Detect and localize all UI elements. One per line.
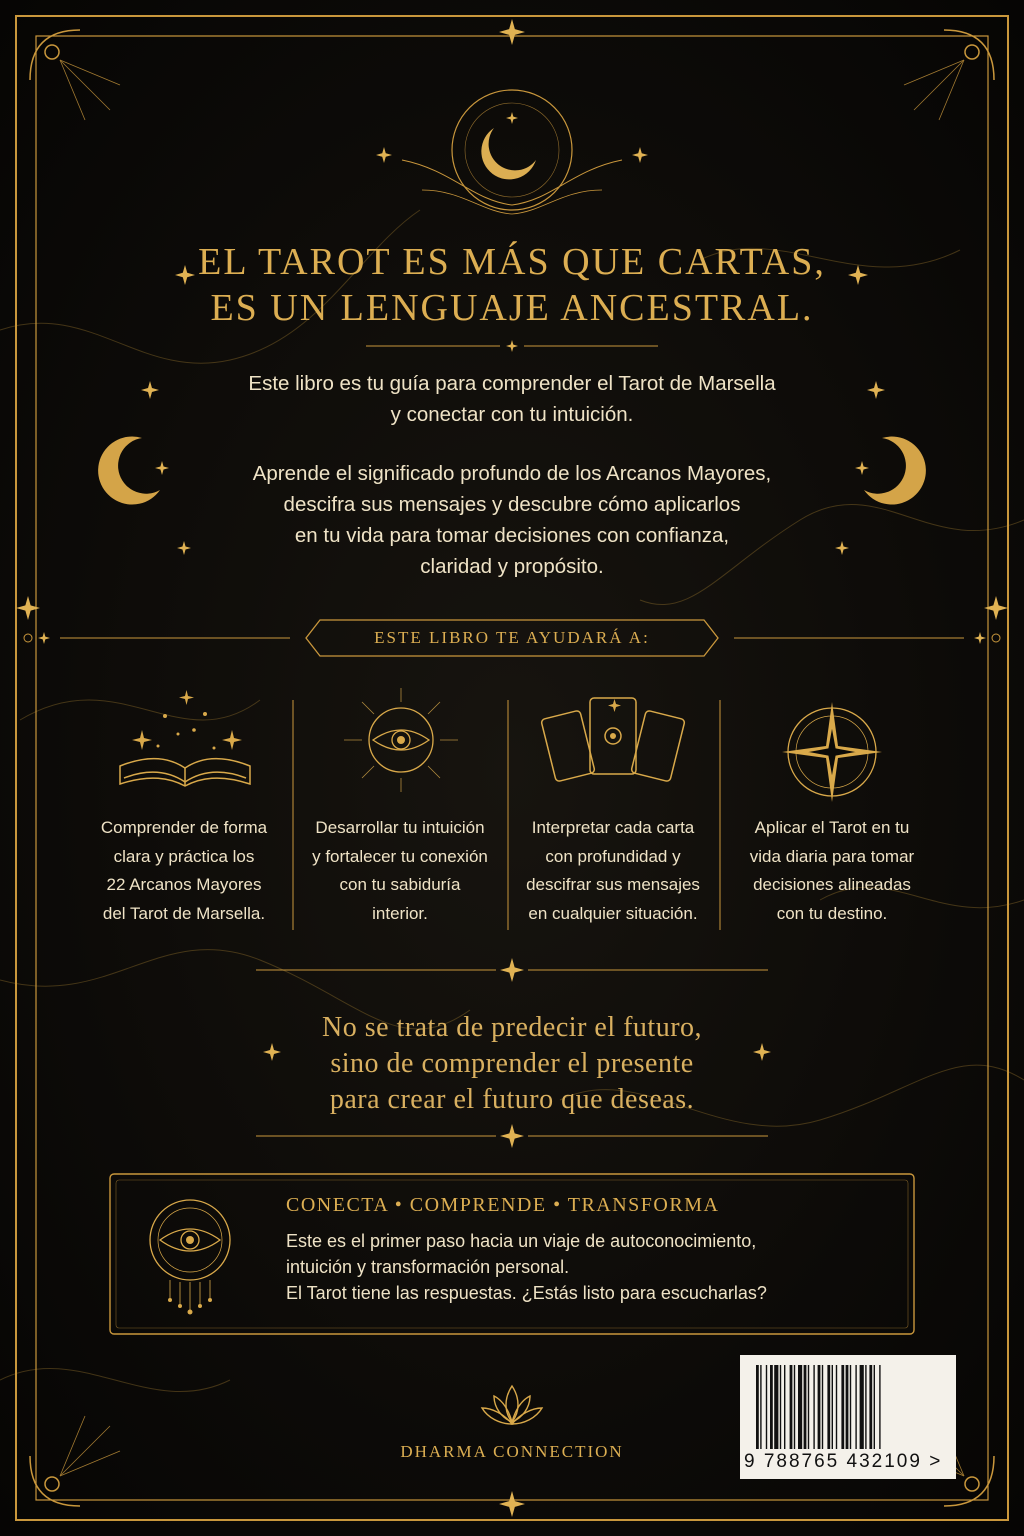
intro-text-2: [0, 458, 1024, 582]
benefit-4-line-1: Aplicar el Tarot en tu: [754, 818, 910, 837]
box-title: CONECTA • COMPRENDE • TRANSFORMA: [286, 1194, 720, 1216]
benefit-3-line-2: con profundidad y: [545, 846, 681, 866]
benefit-4-line-4: con tu destino.: [776, 903, 888, 923]
barcode-bar: [794, 1365, 795, 1449]
section-banner-label: ESTE LIBRO TE AYUDARÁ A:: [374, 628, 650, 647]
barcode-bar: [860, 1365, 864, 1449]
barcode-bar: [813, 1365, 814, 1449]
open-book-stars-icon: [110, 686, 260, 796]
barcode-bar: [869, 1365, 872, 1449]
headline-line-2: ES UN LENGUAJE ANCESTRAL.: [210, 287, 814, 329]
benefit-3-line-1: Interpretar cada carta: [531, 818, 695, 837]
barcode-bar: [874, 1365, 875, 1449]
barcode-bar: [770, 1365, 773, 1449]
benefit-item-4: [732, 814, 932, 928]
intro-p2-line-3: en tu vida para tomar decisiones con confianza,: [294, 524, 730, 547]
barcode-bar: [836, 1365, 837, 1449]
quote-line-3: para crear el futuro que deseas.: [329, 1084, 695, 1115]
barcode-bar: [846, 1365, 849, 1449]
box-text: [286, 1228, 886, 1306]
barcode-bar: [766, 1365, 767, 1449]
barcode-bar: [841, 1365, 844, 1449]
barcode-bar: [790, 1365, 793, 1449]
barcode-bar: [784, 1365, 785, 1449]
benefit-1-line-3: 22 Arcanos Mayores: [106, 875, 262, 894]
box-line-3: El Tarot tiene las respuestas. ¿Estás listo para escucharlas?: [286, 1283, 767, 1303]
all-seeing-eye-icon: [338, 684, 464, 796]
benefit-3-line-3: descifrar sus mensajes: [526, 875, 700, 894]
headline-line-1: EL TAROT ES MÁS QUE CARTAS,: [198, 241, 826, 283]
intro-p2-line-4: claridad y propósito.: [420, 555, 604, 578]
benefit-2-line-2: y fortalecer tu conexión: [312, 846, 488, 866]
benefit-2-line-3: con tu sabiduría: [339, 875, 461, 894]
barcode-bar: [804, 1365, 807, 1449]
barcode-bar: [808, 1365, 809, 1449]
barcode-bar: [774, 1365, 778, 1449]
benefit-1-line-4: del Tarot de Marsella.: [102, 903, 266, 923]
quote-line-2: sino de comprender el presente: [330, 1048, 694, 1079]
box-line-2: intuición y transformación personal.: [286, 1257, 570, 1277]
quote: [0, 1010, 1024, 1118]
barcode-bar: [798, 1365, 802, 1449]
box-line-1: Este es el primer paso hacia un viaje de autoconocimiento,: [286, 1231, 757, 1251]
benefit-item-3: [513, 814, 713, 928]
barcode: [740, 1355, 956, 1479]
barcode-bar: [756, 1365, 759, 1449]
benefit-3-line-4: en cualquier situación.: [528, 903, 698, 923]
barcode-bar: [827, 1365, 830, 1449]
benefit-1-line-1: Comprender de forma: [100, 818, 268, 837]
intro-p1-line-1: Este libro es tu guía para comprender el Tarot de Marsella: [248, 372, 776, 395]
benefit-4-line-2: vida diaria para tomar: [749, 846, 915, 866]
intro-p1-line-2: y conectar con tu intuición.: [390, 403, 634, 426]
intro-text: [0, 368, 1024, 430]
intro-p2-line-1: Aprende el significado profundo de los Arcanos Mayores,: [252, 462, 772, 485]
lotus-icon: [478, 1380, 546, 1430]
benefit-2-line-4: interior.: [372, 903, 428, 923]
benefit-item-2: [300, 814, 500, 928]
barcode-bar: [780, 1365, 781, 1449]
barcode-bar: [818, 1365, 821, 1449]
benefit-2-line-1: Desarrollar tu intuición: [315, 818, 485, 837]
barcode-bar: [760, 1365, 761, 1449]
compass-star-icon: [776, 696, 888, 808]
barcode-bar: [850, 1365, 851, 1449]
barcode-bar: [855, 1365, 856, 1449]
intro-p2-line-2: descifra sus mensajes y descubre cómo aplicarlos: [283, 493, 741, 516]
barcode-bar: [879, 1365, 880, 1449]
quote-line-1: No se trata de predecir el futuro,: [321, 1012, 703, 1043]
tarot-cards-icon: [538, 690, 688, 794]
barcode-digits: 9 788765 432109 >: [744, 1451, 943, 1472]
barcode-bar: [822, 1365, 823, 1449]
benefit-1-line-2: clara y práctica los: [113, 846, 255, 866]
barcode-bar: [865, 1365, 866, 1449]
barcode-bar: [832, 1365, 833, 1449]
publisher-name: DHARMA CONNECTION: [400, 1442, 624, 1461]
mystic-eye-emblem-icon: [130, 1188, 250, 1316]
benefit-item-1: [84, 814, 284, 928]
benefit-4-line-3: decisiones alineadas: [753, 875, 911, 894]
